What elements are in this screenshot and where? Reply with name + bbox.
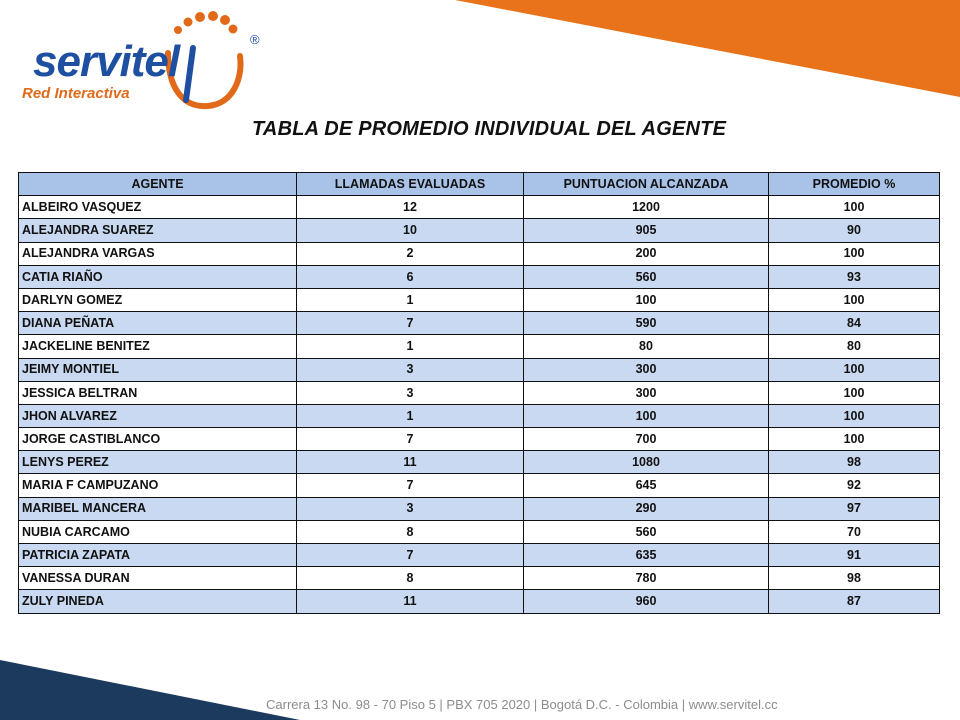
calls-evaluated-cell: 3	[297, 358, 524, 381]
header-agente: AGENTE	[19, 173, 297, 196]
score-cell: 960	[524, 590, 769, 613]
average-cell: 80	[769, 335, 940, 358]
agent-name-cell: DARLYN GOMEZ	[19, 288, 297, 311]
table-row	[19, 474, 940, 497]
score-cell: 645	[524, 474, 769, 497]
table-row	[19, 428, 940, 451]
table-row	[19, 567, 940, 590]
header-promedio: PROMEDIO %	[769, 173, 940, 196]
page-title: TABLA DE PROMEDIO INDIVIDUAL DEL AGENTE	[252, 118, 727, 140]
score-cell: 635	[524, 544, 769, 567]
agent-name-cell: DIANA PEÑATA	[19, 312, 297, 335]
calls-evaluated-cell: 8	[297, 520, 524, 543]
calls-evaluated-cell: 7	[297, 474, 524, 497]
orange-stripe-shape	[455, 0, 960, 97]
calls-evaluated-cell: 1	[297, 335, 524, 358]
table-row	[19, 497, 940, 520]
agent-name-cell: MARIBEL MANCERA	[19, 497, 297, 520]
table-row	[19, 219, 940, 242]
agent-name-cell: NUBIA CARCAMO	[19, 520, 297, 543]
score-cell: 560	[524, 520, 769, 543]
servitel-logo	[18, 8, 288, 118]
agent-name-cell: VANESSA DURAN	[19, 567, 297, 590]
table-row	[19, 196, 940, 219]
table-row	[19, 265, 940, 288]
score-cell: 590	[524, 312, 769, 335]
calls-evaluated-cell: 7	[297, 544, 524, 567]
calls-evaluated-cell: 12	[297, 196, 524, 219]
score-cell: 700	[524, 428, 769, 451]
header-puntuacion-alcanzada: PUNTUACION ALCANZADA	[524, 173, 769, 196]
table-row	[19, 312, 940, 335]
header-llamadas-evaluadas: LLAMADAS EVALUADAS	[297, 173, 524, 196]
table-row	[19, 520, 940, 543]
calls-evaluated-cell: 3	[297, 497, 524, 520]
agent-name-cell: JESSICA BELTRAN	[19, 381, 297, 404]
average-cell: 87	[769, 590, 940, 613]
table-row	[19, 381, 940, 404]
calls-evaluated-cell: 1	[297, 404, 524, 427]
score-cell: 100	[524, 404, 769, 427]
average-cell: 100	[769, 428, 940, 451]
average-cell: 93	[769, 265, 940, 288]
score-cell: 80	[524, 335, 769, 358]
average-cell: 90	[769, 219, 940, 242]
table-row	[19, 358, 940, 381]
calls-evaluated-cell: 11	[297, 590, 524, 613]
average-cell: 100	[769, 381, 940, 404]
table-row	[19, 451, 940, 474]
calls-evaluated-cell: 2	[297, 242, 524, 265]
agent-name-cell: JORGE CASTIBLANCO	[19, 428, 297, 451]
agent-name-cell: JEIMY MONTIEL	[19, 358, 297, 381]
agent-name-cell: MARIA F CAMPUZANO	[19, 474, 297, 497]
score-cell: 200	[524, 242, 769, 265]
table-row	[19, 544, 940, 567]
score-cell: 905	[524, 219, 769, 242]
registered-mark: ®	[250, 32, 260, 47]
agent-name-cell: CATIA RIAÑO	[19, 265, 297, 288]
calls-evaluated-cell: 3	[297, 381, 524, 404]
score-cell: 100	[524, 288, 769, 311]
agent-name-cell: LENYS PEREZ	[19, 451, 297, 474]
agent-name-cell: JHON ALVAREZ	[19, 404, 297, 427]
agent-average-table	[18, 172, 940, 614]
table-row	[19, 404, 940, 427]
calls-evaluated-cell: 10	[297, 219, 524, 242]
calls-evaluated-cell: 1	[297, 288, 524, 311]
logo-wordmark: servitel	[33, 37, 180, 86]
calls-evaluated-cell: 7	[297, 312, 524, 335]
average-cell: 100	[769, 358, 940, 381]
average-cell: 92	[769, 474, 940, 497]
table-row	[19, 590, 940, 613]
agent-name-cell: ALEJANDRA VARGAS	[19, 242, 297, 265]
average-cell: 98	[769, 451, 940, 474]
score-cell: 1200	[524, 196, 769, 219]
average-cell: 100	[769, 404, 940, 427]
bottom-navy-stripe	[0, 650, 300, 720]
agent-name-cell: JACKELINE BENITEZ	[19, 335, 297, 358]
average-cell: 97	[769, 497, 940, 520]
average-cell: 98	[769, 567, 940, 590]
average-cell: 91	[769, 544, 940, 567]
table-row	[19, 288, 940, 311]
logo-tagline: Red Interactiva	[22, 85, 130, 102]
average-cell: 100	[769, 196, 940, 219]
calls-evaluated-cell: 8	[297, 567, 524, 590]
agent-name-cell: ALEJANDRA SUAREZ	[19, 219, 297, 242]
average-cell: 84	[769, 312, 940, 335]
agent-name-cell: PATRICIA ZAPATA	[19, 544, 297, 567]
footer-address: Carrera 13 No. 98 - 70 Piso 5 | PBX 705 2020 | Bogotá D.C. - Colombia | www.servitel.cc	[266, 697, 778, 712]
table-body	[19, 196, 940, 613]
table-header-row	[19, 173, 940, 196]
score-cell: 560	[524, 265, 769, 288]
calls-evaluated-cell: 7	[297, 428, 524, 451]
average-cell: 100	[769, 242, 940, 265]
agent-name-cell: ZULY PINEDA	[19, 590, 297, 613]
agent-name-cell: ALBEIRO VASQUEZ	[19, 196, 297, 219]
score-cell: 300	[524, 381, 769, 404]
score-cell: 300	[524, 358, 769, 381]
average-cell: 100	[769, 288, 940, 311]
score-cell: 1080	[524, 451, 769, 474]
table-row	[19, 242, 940, 265]
table-row	[19, 335, 940, 358]
calls-evaluated-cell: 11	[297, 451, 524, 474]
score-cell: 290	[524, 497, 769, 520]
average-cell: 70	[769, 520, 940, 543]
score-cell: 780	[524, 567, 769, 590]
calls-evaluated-cell: 6	[297, 265, 524, 288]
navy-stripe-shape	[0, 660, 300, 720]
